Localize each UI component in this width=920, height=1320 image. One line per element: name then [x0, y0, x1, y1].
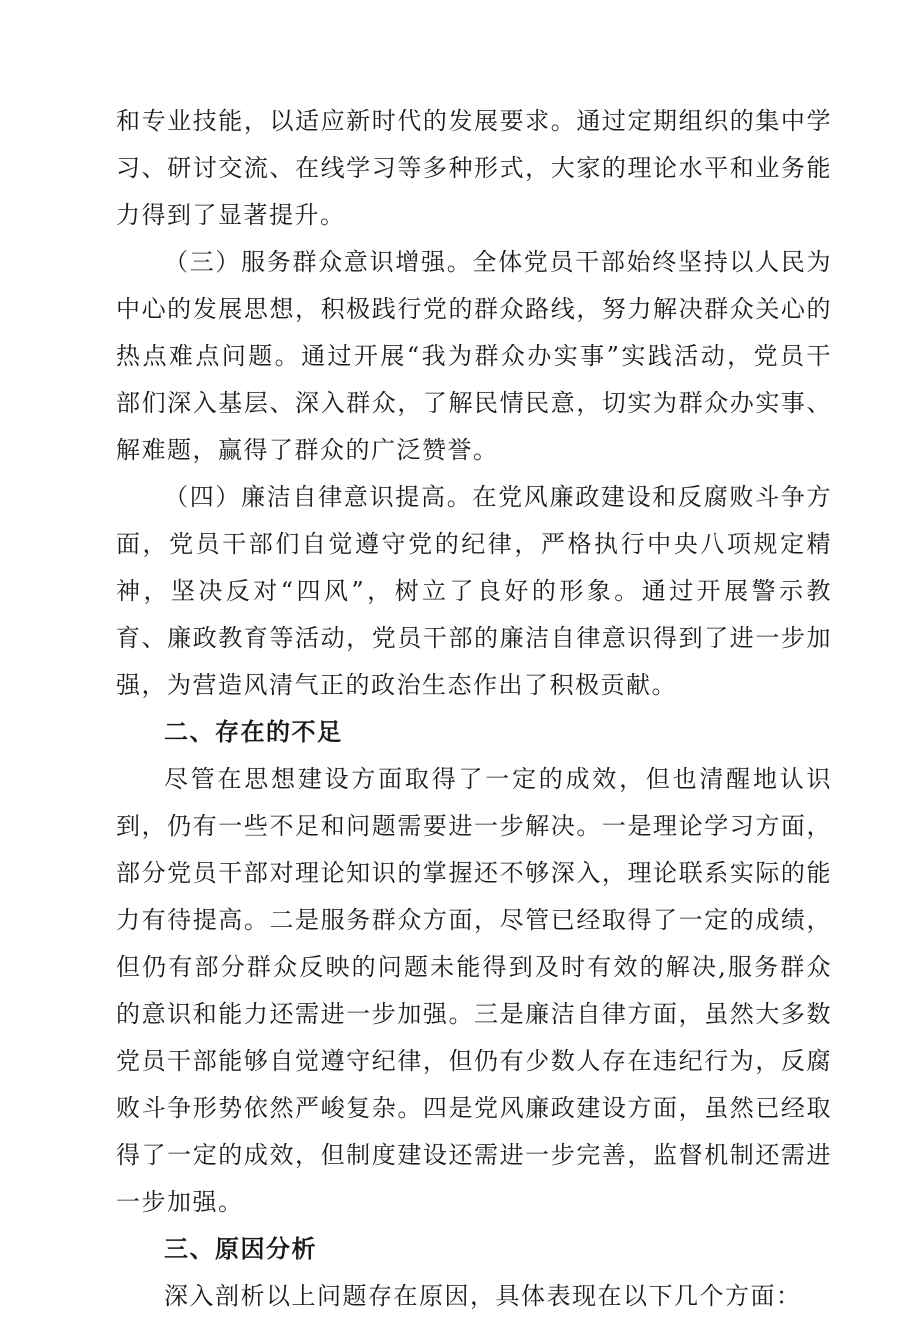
section-heading-causes: 三、原因分析 [164, 1235, 317, 1263]
body-paragraph-continued: 和专业技能，以适应新时代的发展要求。通过定期组织的集中学习、研讨交流、在线学习等多种形式，大家的理论水平和业务能力得到了显著提升。 [116, 107, 832, 229]
body-paragraph-service: （三）服务群众意识增强。全体党员干部始终坚持以人民为中心的发展思想，积极践行党的群众路线，努力解决群众关心的热点难点问题。通过开展“我为群众办实事”实践活动，党员干部们深入基层、深入群众，了解民情民意，切实为群众办实事、解难题，赢得了群众的广泛赞誉。 [116, 248, 832, 464]
body-paragraph-causes-intro: 深入剖析以上问题存在原因，具体表现在以下几个方面： [164, 1282, 802, 1310]
body-paragraph-integrity: （四）廉洁自律意识提高。在党风廉政建设和反腐败斗争方面，党员干部们自觉遵守党的纪律，严格执行中央八项规定精神，坚决反对“四风”，树立了良好的形象。通过开展警示教育、廉政教育等活动，党员干部的廉洁自律意识得到了进一步加强，为营造风清气正的政治生态作出了积极贡献。 [116, 483, 832, 699]
section-heading-shortcomings: 二、存在的不足 [164, 718, 343, 746]
body-paragraph-shortcomings: 尽管在思想建设方面取得了一定的成效，但也清醒地认识到，仍有一些不足和问题需要进一步解决。一是理论学习方面，部分党员干部对理论知识的掌握还不够深入，理论联系实际的能力有待提高。二是服务群众方面，尽管已经取得了一定的成绩，但仍有部分群众反映的问题未能得到及时有效的解决,服务群众的意识和能力还需进一步加强。三是廉洁自律方面，虽然大多数党员干部能够自觉遵守纪律，但仍有少数人存在违纪行为，反腐败斗争形势依然严峻复杂。四是党风廉政建设方面，虽然已经取得了一定的成效，但制度建设还需进一步完善，监督机制还需进一步加强。 [116, 765, 832, 1216]
